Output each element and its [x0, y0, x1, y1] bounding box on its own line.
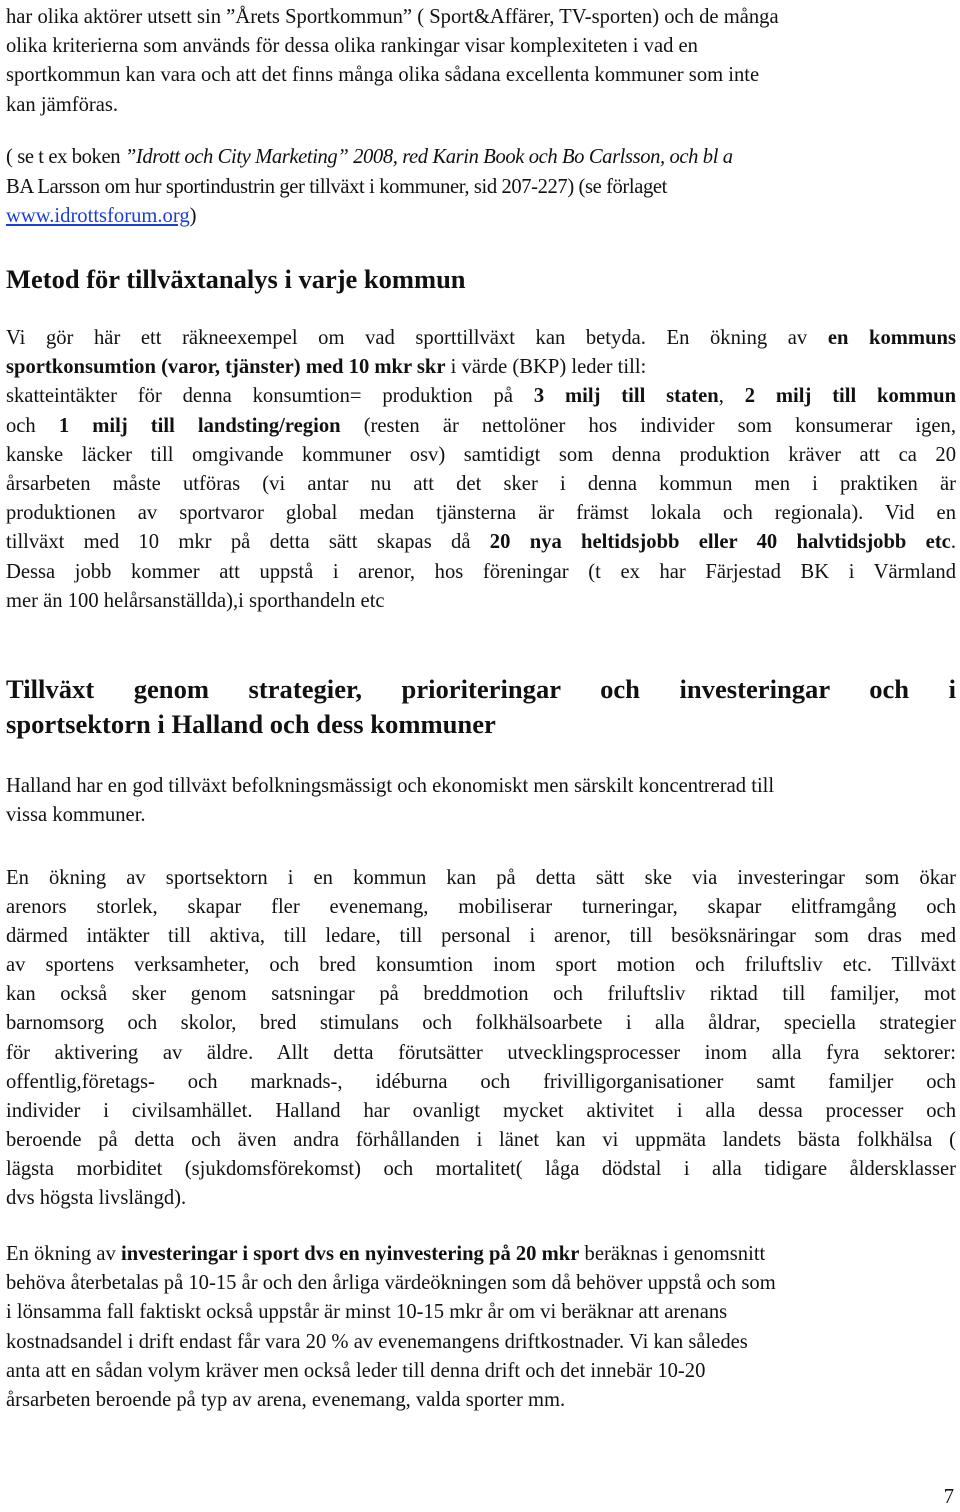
text-run: ,: [718, 385, 745, 408]
text-run: (resten är nettolöner hos individer som konsumerar igen,: [340, 414, 956, 437]
paragraph-investment: [6, 1240, 956, 1415]
paragraph-sport-sector: [6, 864, 956, 1213]
text-run: tillväxt med 10 mkr på detta sätt skapas då: [6, 531, 490, 554]
section-heading-method: Metod för tillväxtanalys i varje kommun: [6, 264, 466, 294]
bold-run: sportkonsumtion (varor, tjänster) med 10 mkr skr: [6, 356, 446, 379]
text-line: Halland har en god tillväxt befolkningsmässigt och ekonomiskt men särskilt koncentrerad till: [6, 775, 775, 797]
text-run: Vi gör här ett räkneexempel om vad sporttillväxt kan betyda. En ökning av: [6, 327, 828, 349]
text-line: kanske läcker till omgivande kommuner osv) samtidigt som denna produktion kräver att ca 20: [6, 443, 956, 466]
publisher-link[interactable]: www.idrottsforum.org: [6, 205, 190, 227]
paragraph-intro: [6, 3, 956, 120]
text-line: arenors storlek, skapar fler evenemang, mobiliserar turneringar, skapar elitframgång och: [6, 896, 956, 919]
text-line: vissa kommuner.: [6, 804, 146, 827]
bold-run: 3 milj till staten: [533, 385, 719, 408]
text-line: offentlig,företags- och marknads-, idéburna och frivilligorganisationer samt familjer och: [6, 1070, 956, 1093]
text-line: [6, 412, 956, 441]
text-run: i värde (BKP) leder till:: [445, 356, 647, 379]
text-run: ( se t ex boken: [6, 146, 125, 168]
text-line: kan också sker genom satsningar på breddmotion och friluftsliv riktad till familjer, mot: [6, 983, 956, 1006]
text-line: anta att en sådan volym kräver men också leder till denna drift och det innebär 10-20: [6, 1359, 706, 1382]
text-line: BA Larsson om hur sportindustrin ger tillväxt i kommuner, sid 207-227) (se förlaget: [6, 175, 667, 198]
text-line: för aktivering av äldre. Allt detta förutsätter utvecklingsprocesser inom alla fyra sektorer:: [6, 1041, 956, 1064]
text-line: [6, 143, 956, 173]
heading-line: sportsektorn i Halland och dess kommuner: [6, 709, 496, 739]
text-line: barnomsorg och skolor, bred stimulans och folkhälsoarbete i alla åldrar, speciella strategier: [6, 1012, 956, 1035]
text-line: olika kriterierna som används för dessa olika rankingar visar komplexiteten i vad en: [6, 35, 698, 58]
text-line: [6, 353, 956, 382]
text-run: beräknas i genomsnitt: [579, 1243, 766, 1265]
book-title-italic: ”Idrott och City Marketing” 2008, red Karin Book och Bo Carlsson, och bl a: [124, 146, 733, 168]
text-run: .: [950, 531, 956, 554]
bold-run: 2 milj till kommun: [744, 385, 956, 408]
text-line: dvs högsta livslängd).: [6, 1187, 187, 1210]
text-line: [6, 324, 956, 353]
bold-run: 20 nya heltidsjobb eller 40 halvtidsjobb etc: [489, 531, 951, 554]
text-run: En ökning av: [6, 1243, 121, 1265]
text-line: årsarbeten måste utföras (vi antar nu att det sker i denna kommun men i praktiken är: [6, 472, 956, 495]
paragraph-reference: [6, 143, 956, 232]
text-line: har olika aktörer utsett sin ”Årets Sportkommun” ( Sport&Affärer, TV-sporten) och de många: [6, 6, 779, 28]
text-line: mer än 100 helårsanställda),i sporthandeln etc: [6, 589, 385, 612]
text-line: individer i civilsamhället. Halland har ovanligt mycket aktivitet i alla dessa processer och: [6, 1099, 956, 1122]
text-line: kostnadsandel i drift endast får vara 20 % av evenemangens driftkostnader. Vi kan således: [6, 1330, 748, 1353]
text-line: årsarbeten beroende på typ av arena, evenemang, valda sporter mm.: [6, 1389, 566, 1412]
text-line: Dessa jobb kommer att uppstå i arenor, hos föreningar (t ex har Färjestad BK i Värmland: [6, 560, 956, 583]
text-line: kan jämföras.: [6, 93, 119, 116]
page-number: 7: [943, 1486, 954, 1508]
text-line: i lönsamma fall faktiskt också uppstår är minst 10-15 mkr år om vi beräknar att arenans: [6, 1301, 728, 1324]
text-line: En ökning av sportsektorn i en kommun kan på detta sätt ske via investeringar som ökar: [6, 867, 956, 889]
bold-run: investeringar i sport dvs en nyinvestering på 20 mkr: [120, 1243, 580, 1265]
text-line: [6, 528, 956, 557]
section-heading-growth: [6, 672, 956, 742]
text-run: och: [6, 414, 59, 437]
text-line: [6, 202, 956, 232]
text-line: sportkommun kan vara och att det finns många olika sådana excellenta kommuner som inte: [6, 64, 760, 87]
text-line: [6, 382, 956, 411]
bold-run: 1 milj till landsting/region: [58, 414, 341, 437]
text-line: behöva återbetalas på 10-15 år och den årliga värdeökningen som då behöver uppstå och som: [6, 1272, 776, 1295]
paragraph-halland: [6, 772, 956, 830]
text-line: beroende på detta och även andra förhållanden i länet kan vi uppmäta landets bästa folkhälsa (: [6, 1128, 956, 1151]
text-run: ): [189, 205, 197, 227]
text-run: skatteintäkter för denna konsumtion= produktion på: [6, 385, 534, 408]
text-line: [6, 1240, 956, 1269]
text-line: av sportens verksamheter, och bred konsumtion inom sport motion och friluftsliv etc. Tillväxt: [6, 954, 956, 977]
text-line: produktionen av sportvaror global medan tjänsterna är främst lokala och regionala). Vid en: [6, 502, 956, 525]
text-line: därmed intäkter till aktiva, till ledare, till personal i arenor, till besöksnäringar som dras med: [6, 925, 956, 948]
paragraph-calculation-example: [6, 324, 956, 616]
text-line: lägsta morbiditet (sjukdomsförekomst) och mortalitet( låga dödstal i alla tidigare åldersklasser: [6, 1157, 956, 1180]
heading-line: Tillväxt genom strategier, prioriteringar och investeringar och i: [6, 674, 956, 704]
bold-run: en kommuns: [827, 327, 956, 349]
